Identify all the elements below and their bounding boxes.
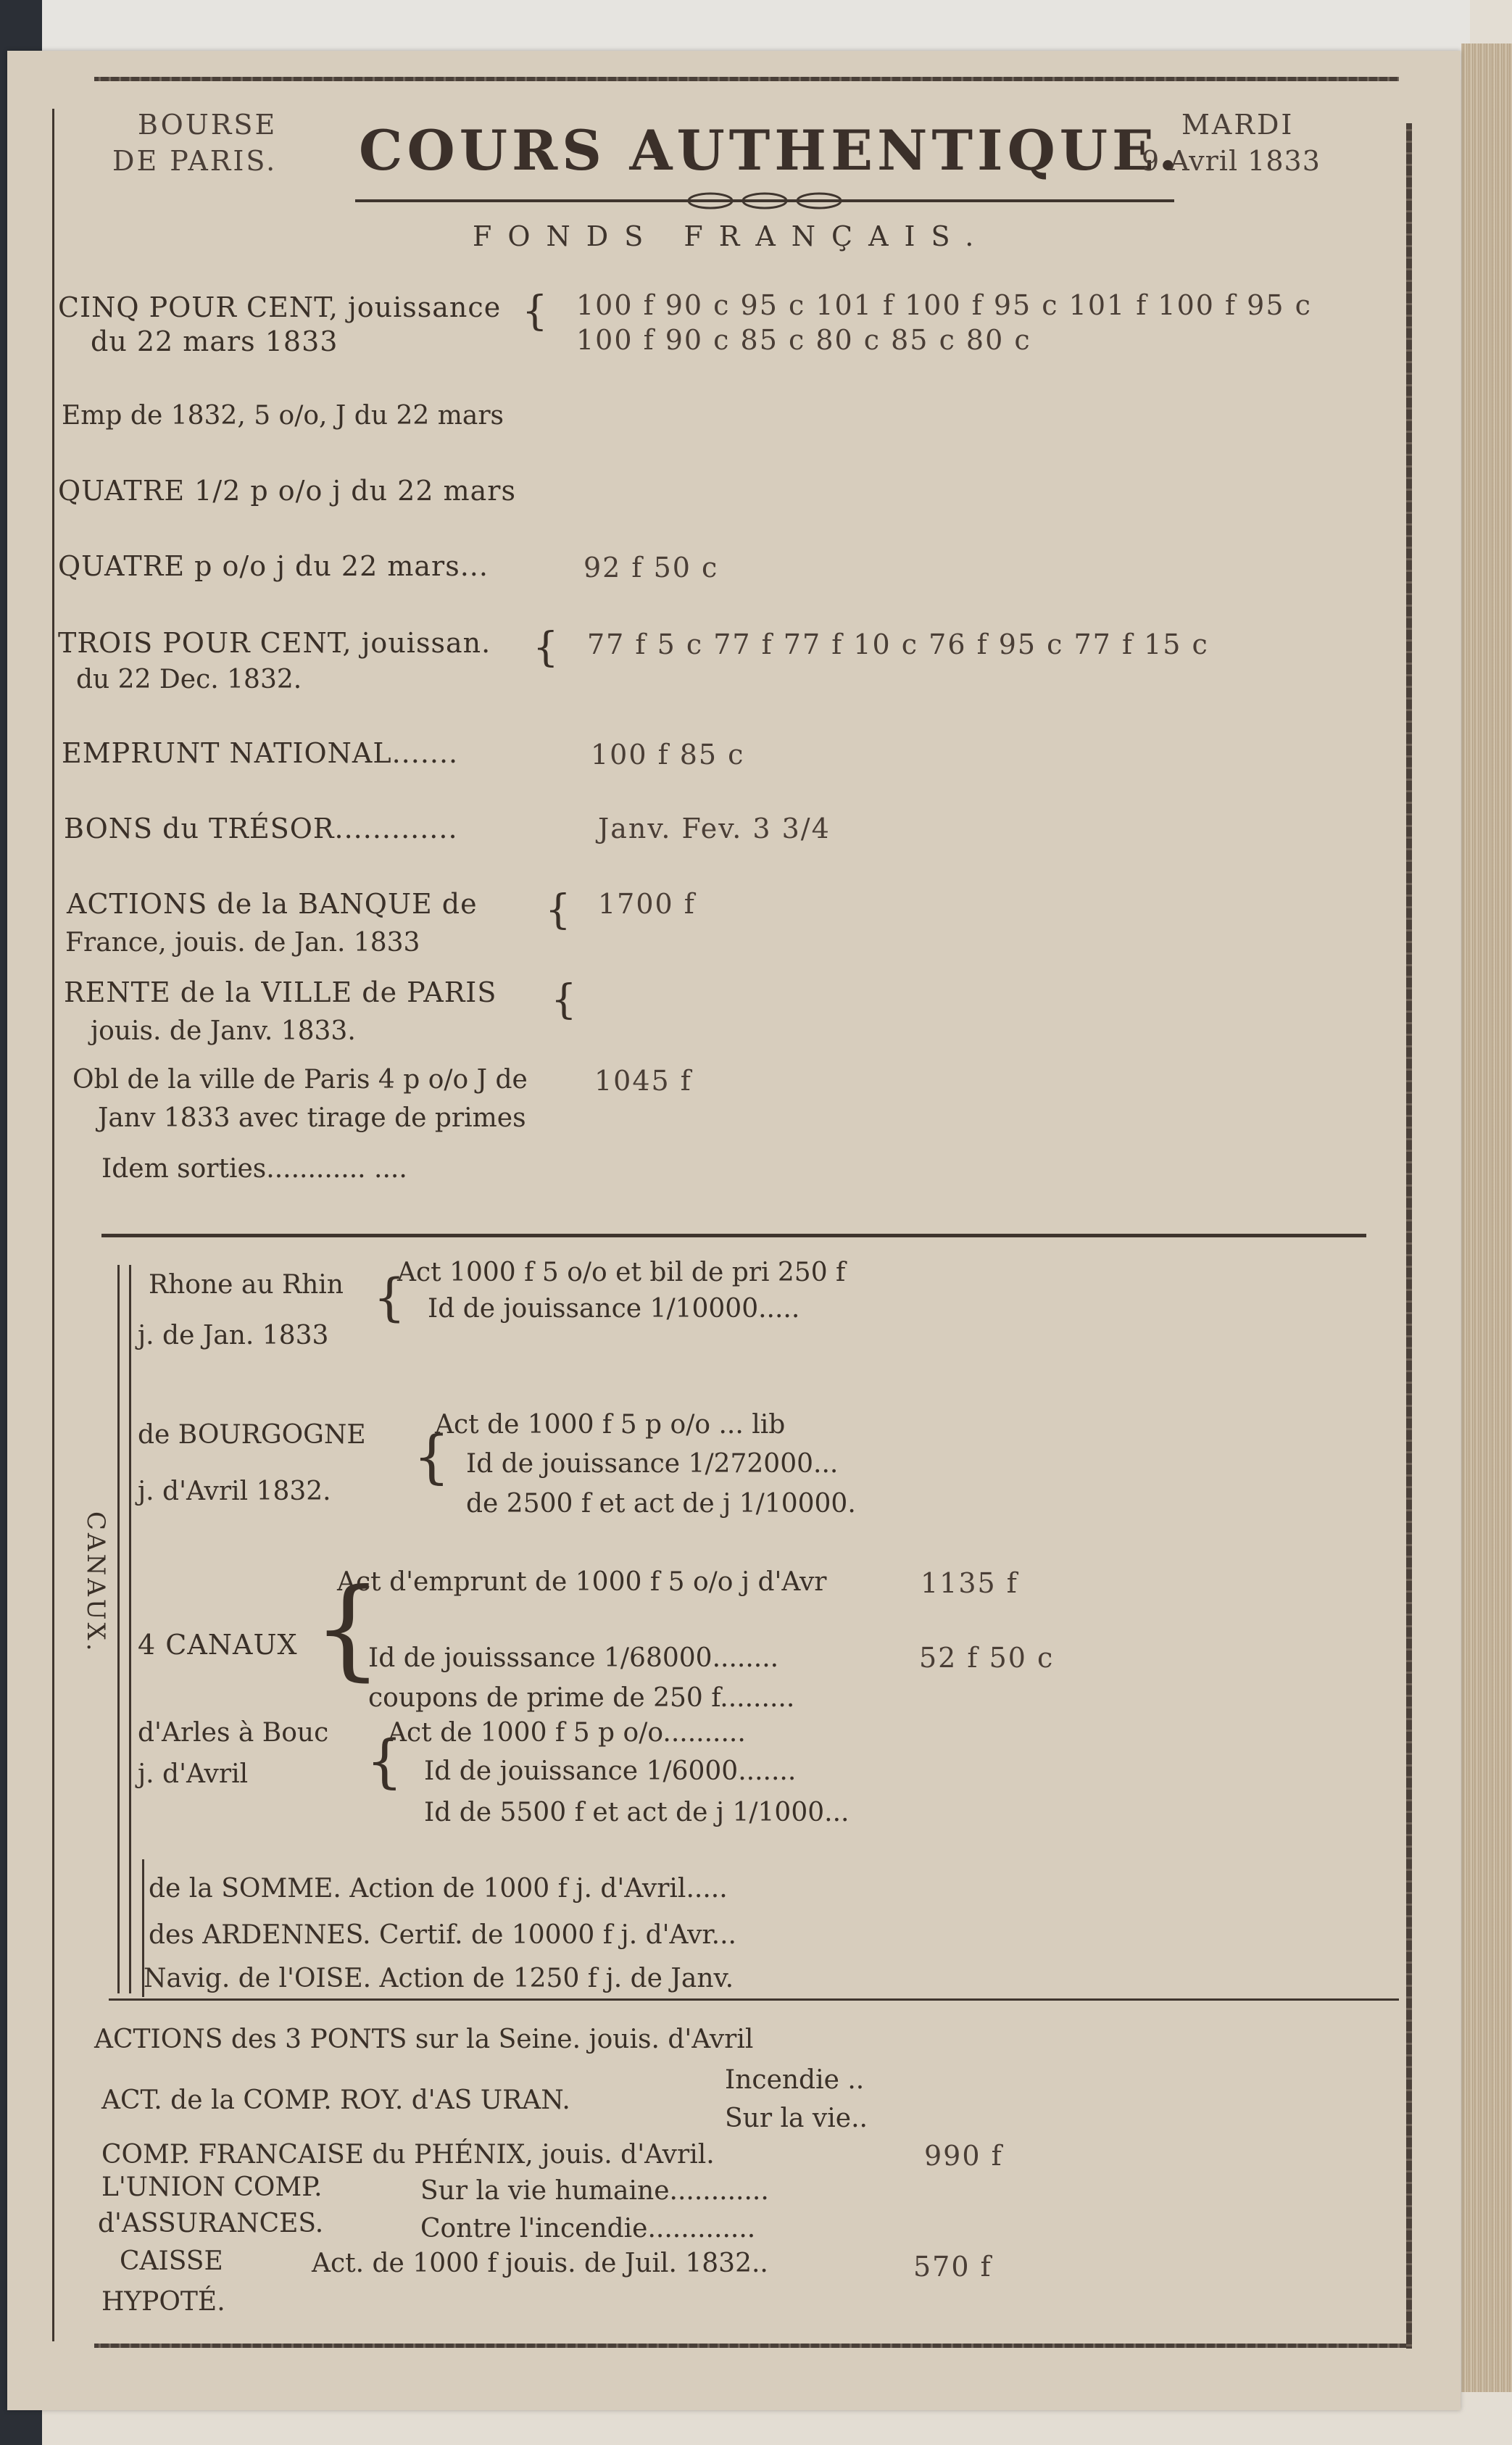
union-item-1: Sur la vie humaine............	[420, 2176, 769, 2206]
canal-bourgogne-item-2: Id de jouissance 1/272000...	[466, 1449, 839, 1479]
rente-label-9b: jouis. de Janv. 1833.	[91, 1016, 356, 1046]
canal-arles-name: d'Arles à Bouc	[138, 1718, 329, 1748]
rente-value-5: 77 f 5 c 77 f 77 f 10 c 76 f 95 c 77 f 15 c	[587, 628, 1209, 660]
rente-label-5b: du 22 Dec. 1832.	[76, 665, 302, 694]
header-right-line1: MARDI	[1181, 109, 1295, 141]
caisse-item: Act. de 1000 f jouis. de Juil. 1832..	[312, 2249, 768, 2278]
brace: {	[373, 1268, 406, 1327]
rente-label-5a: TROIS POUR CENT, jouissan.	[58, 627, 491, 659]
header-date: 9 Avril 1833	[1142, 145, 1321, 177]
canal-quatre-name: 4 CANAUX	[138, 1629, 298, 1661]
section-title: FONDS FRANÇAIS.	[473, 220, 990, 252]
canal-arles-item-2: Id de jouissance 1/6000.......	[424, 1756, 797, 1786]
canal-quatre-item-3: coupons de prime de 250 f.........	[368, 1683, 795, 1713]
brace: {	[551, 976, 577, 1024]
rente-label-7: BONS du TRÉSOR.............	[64, 813, 458, 844]
canal-oise: Navig. de l'OISE. Action de 1250 f j. de Janv.	[144, 1964, 734, 1993]
phenix-label: COMP. FRANCAISE du PHÉNIX, jouis. d'Avril.	[101, 2140, 715, 2170]
brace: {	[545, 887, 571, 934]
union-item-2: Contre l'incendie.............	[420, 2214, 756, 2243]
canaux-side-label: CANAUX.	[81, 1511, 110, 1654]
rente-label-3: QUATRE 1/2 p o/o j du 22 mars	[58, 475, 516, 507]
caisse-value: 570 f	[913, 2251, 992, 2283]
canal-bourgogne-date: j. d'Avril 1832.	[138, 1477, 331, 1506]
bottom-border-rule	[94, 2344, 1406, 2348]
canal-rhone-date: j. de Jan. 1833	[138, 1321, 329, 1350]
canal-rhone-item-2: Id de jouissance 1/10000.....	[428, 1294, 800, 1324]
canal-ardennes: des ARDENNES. Certif. de 10000 f j. d'Avr...	[149, 1920, 737, 1950]
canal-rhone-item-1: Act 1000 f 5 o/o et bil de pri 250 f	[397, 1258, 846, 1287]
rente-value-1a: 100 f 90 c 95 c 101 f 100 f 95 c 101 f 100 f 95 c	[576, 289, 1312, 321]
canal-quatre-value-1: 1135 f	[921, 1567, 1018, 1599]
comp-roy-label: ACT. de la COMP. ROY. d'AS URAN.	[101, 2085, 570, 2115]
canal-bourgogne-name: de BOURGOGNE	[138, 1420, 366, 1450]
top-border-rule	[94, 77, 1399, 81]
rente-value-10: 1045 f	[594, 1065, 692, 1097]
canal-arles-item-1: Act de 1000 f 5 p o/o..........	[388, 1718, 746, 1748]
rente-label-9a: RENTE de la VILLE de PARIS	[64, 976, 497, 1008]
canal-bourgogne-item-1: Act de 1000 f 5 p o/o ... lib	[435, 1410, 786, 1440]
brace: {	[366, 1727, 403, 1795]
union-label-2: d'ASSURANCES.	[98, 2209, 324, 2238]
rente-label-11: Idem sorties............ ....	[101, 1154, 407, 1184]
rente-label-1b: du 22 mars 1833	[91, 325, 338, 357]
brace: {	[533, 624, 559, 671]
section-divider	[109, 1998, 1399, 2001]
header-ornament	[355, 190, 1174, 212]
rente-value-4: 92 f 50 c	[583, 552, 719, 584]
canal-somme: de la SOMME. Action de 1000 f j. d'Avril.....	[149, 1874, 728, 1904]
union-label-1: L'UNION COMP.	[101, 2172, 323, 2202]
rente-label-8b: France, jouis. de Jan. 1833	[65, 928, 420, 958]
caisse-label-2: HYPOTÉ.	[101, 2287, 225, 2317]
brace: {	[313, 1566, 383, 1692]
canal-bourgogne-item-3: de 2500 f et act de j 1/10000.	[466, 1489, 856, 1519]
phenix-value: 990 f	[924, 2140, 1003, 2172]
header-left-line2: DE PARIS.	[112, 145, 278, 177]
rente-value-7: Janv. Fev. 3 3/4	[598, 813, 831, 844]
rente-label-1a: CINQ POUR CENT, jouissance	[58, 291, 502, 323]
canal-quatre-item-1: Act d'emprunt de 1000 f 5 o/o j d'Avr	[337, 1567, 827, 1597]
canal-rhone-name: Rhone au Rhin	[149, 1270, 344, 1300]
left-border-line	[52, 109, 54, 2341]
rente-value-8: 1700 f	[598, 888, 696, 920]
rente-label-8a: ACTIONS de la BANQUE de	[67, 888, 478, 920]
page-title: COURS AUTHENTIQUE.	[359, 118, 1182, 183]
canaux-frame-left	[117, 1265, 120, 1993]
canal-arles-date: j. d'Avril	[138, 1759, 249, 1789]
section-divider	[101, 1234, 1366, 1237]
canaux-frame-left-inner	[129, 1265, 131, 1993]
rente-label-10a: Obl de la ville de Paris 4 p o/o J de	[72, 1065, 528, 1095]
canal-arles-item-3: Id de 5500 f et act de j 1/1000...	[424, 1798, 850, 1827]
canal-quatre-value-2: 52 f 50 c	[919, 1642, 1055, 1674]
rente-value-6: 100 f 85 c	[591, 739, 745, 771]
comp-roy-item-1: Incendie ..	[725, 2065, 865, 2095]
brace: {	[522, 288, 548, 335]
rente-label-2: Emp de 1832, 5 o/o, J du 22 mars	[62, 401, 504, 431]
rente-label-6: EMPRUNT NATIONAL.......	[62, 737, 459, 769]
rente-label-10b: Janv 1833 avec tirage de primes	[98, 1103, 526, 1133]
right-border-rule	[1406, 123, 1412, 2349]
rente-value-1b: 100 f 90 c 85 c 80 c 85 c 80 c	[576, 324, 1031, 356]
brace: {	[413, 1423, 450, 1490]
header-left-line1: BOURSE	[138, 109, 278, 141]
page-edges	[1461, 43, 1512, 2392]
canal-quatre-item-2: Id de jouisssance 1/68000........	[368, 1643, 779, 1673]
rente-label-4: QUATRE p o/o j du 22 mars...	[58, 550, 489, 582]
ponts-label: ACTIONS des 3 PONTS sur la Seine. jouis. d'Avril	[94, 2025, 754, 2054]
caisse-label-1: CAISSE	[120, 2246, 223, 2276]
comp-roy-item-2: Sur la vie..	[725, 2104, 868, 2133]
